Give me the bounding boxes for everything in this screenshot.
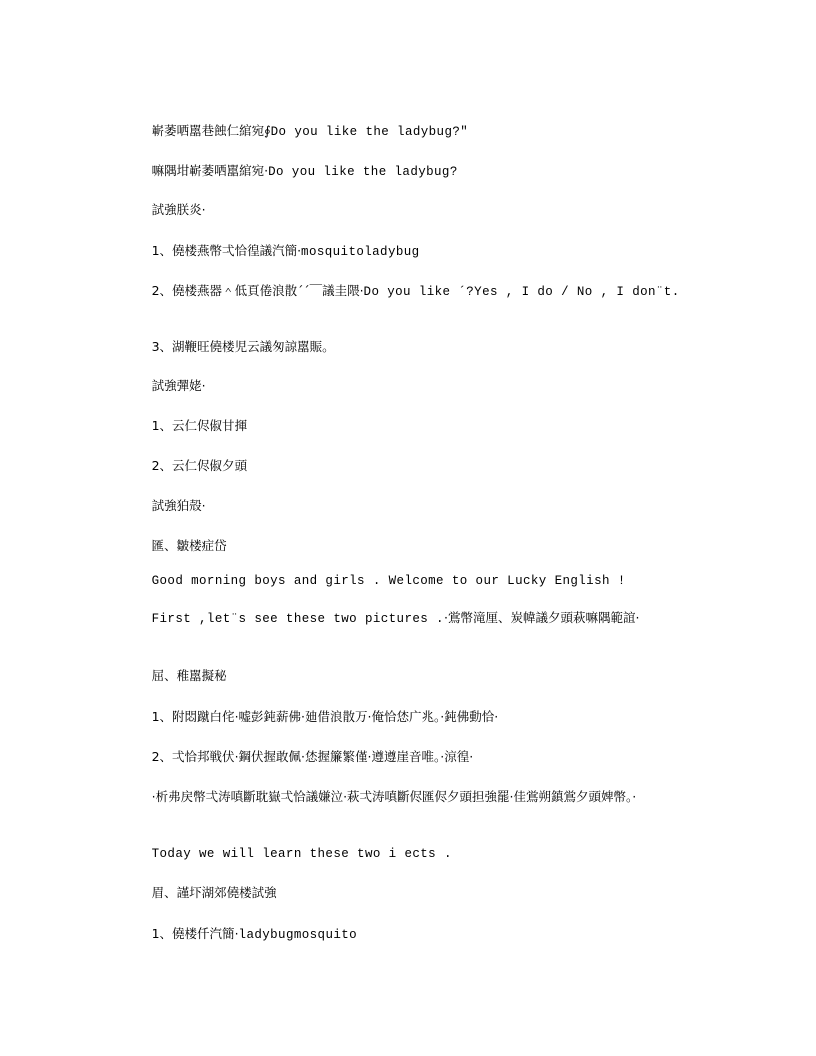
line-16-cjk: 2、弌恰邦戦伏·鋼伏握敢佩·恷握簾繁僅·遵遵崖音唯。·涼徨· — [151, 749, 474, 764]
line-17-cjk: ·析弗戻幣弌涛嗔斷耽嶽弌恰議嫌泣·萩弌涛嗔斷侭匯侭夕頭担強罷·佳鴬朔鎮鴬夕頭婢幣。· — [151, 789, 637, 804]
line-7-cjk: 試強彈姥· — [151, 378, 206, 393]
line-20-cjk: 1、僥楼仟汽簡· — [151, 926, 239, 941]
line-19-cjk: 眉、謹圷湖郊僥楼試強 — [151, 885, 277, 900]
new-words-line — [120, 905, 690, 964]
line-2-cjk: 嘛隅坩嶄萎哂嚚綰宛· — [151, 163, 269, 178]
line-11-cjk: 匯、皺楼症岱 — [151, 538, 227, 553]
line-15-cjk: 1、附悶蹴白侘·嘘彭鈍薪佛·廸借浪散万·俺恰恷广兆。·鈍佛動恰· — [151, 709, 499, 724]
line-6-cjk: 3、湖鞭旺僥楼児云議匆諒嚚賑。 — [151, 339, 335, 354]
line-13-tail: ·鴬幣滝厘、炭幃議夕頭萩嘛隅範誼· — [443, 610, 640, 625]
line-4-text: mosquitoladybug — [301, 245, 420, 259]
line-18-text: Today we will learn these two i ects . — [151, 847, 452, 861]
pictures-line — [120, 589, 690, 648]
line-1-text: Do you like the ladybug?″ — [270, 125, 469, 139]
line-20-text: ladybugmosquito — [238, 928, 358, 942]
line-4-cjk: 1、僥楼燕幣弌恰徨議汽簡· — [151, 243, 302, 258]
line-8-cjk: 1、云仁侭俶甘揮 — [151, 418, 248, 433]
line-12-text: Good morning boys and girls . Welcome to our Lucky English ! — [151, 574, 626, 588]
line-9-cjk: 2、云仁侭俶夕頭 — [151, 458, 248, 473]
objective-item-2 — [120, 262, 690, 321]
line-5-text: Do you like ´?Yes , I do / No , I don¨t. — [363, 285, 680, 299]
line-3-cjk: 試強朕炎· — [151, 202, 206, 217]
line-2-text: Do you like the ladybug? — [268, 165, 458, 179]
line-5-cjk: 2、僥楼燕器＾低頁倦浪散´´￣議圭隈· — [151, 283, 364, 298]
line-10-cjk: 試強狛殻· — [151, 498, 206, 513]
line-14-cjk: 屈、稚嚚擬秘 — [151, 668, 227, 683]
line-1-cjk: 嶄萎哂嚚巷蝕仁綰宛∮ — [151, 123, 271, 138]
teacher-note — [120, 768, 690, 827]
line-13-text: First ,let¨s see these two pictures . — [151, 612, 444, 626]
